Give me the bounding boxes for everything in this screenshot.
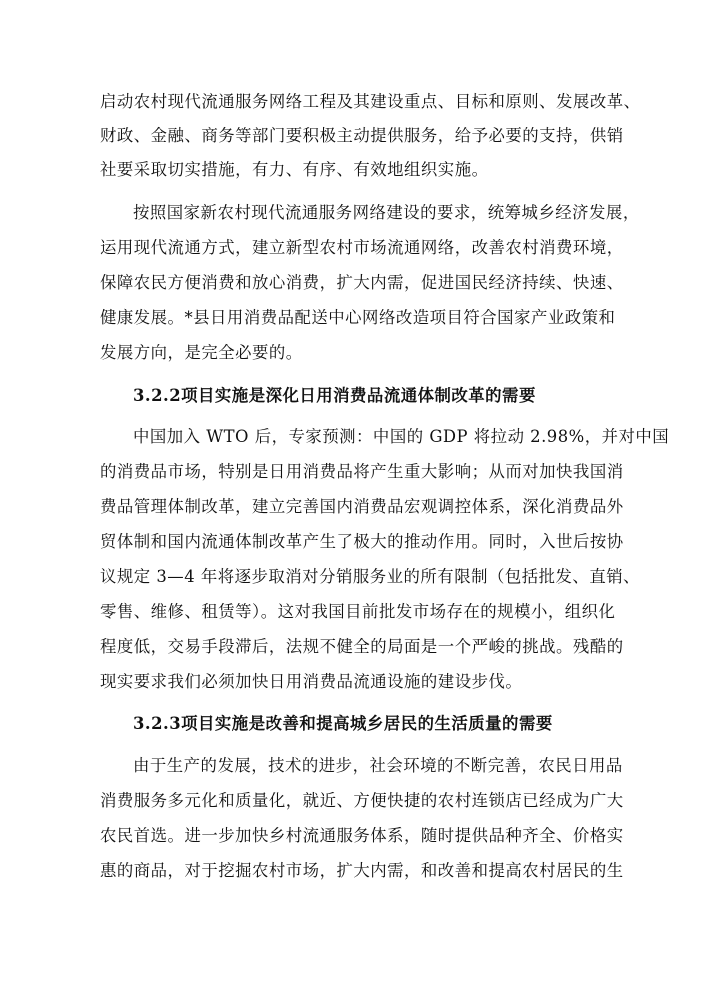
text-line: 中国加入 WTO 后，专家预测：中国的 GDP 将拉动 2.98%，并对中国 xyxy=(133,427,670,446)
text-line: 按照国家新农村现代流通服务网络建设的要求，统筹城乡经济发展， xyxy=(133,203,640,222)
text-line: 议规定 3—4 年将逐步取消对分销服务业的所有限制（包括批发、直销、 xyxy=(100,567,640,586)
text-line: 保障农民方便消费和放心消费，扩大内需，促进国民经济持续、快速、 xyxy=(100,273,624,292)
text-line: 惠的商品，对于挖掘农村市场，扩大内需，和改善和提高农村居民的生 xyxy=(100,861,624,880)
section-heading: 3.2.3项目实施是改善和提高城乡居民的生活质量的需要 xyxy=(133,714,553,733)
text-line: 启动农村现代流通服务网络工程及其建设重点、目标和原则、发展改革、 xyxy=(100,92,641,111)
text-line: 社要采取切实措施，有力、有序、有效地组织实施。 xyxy=(100,160,489,179)
text-line: 财政、金融、商务等部门要积极主动提供服务，给予必要的支持，供销 xyxy=(100,126,624,145)
text-line: 的消费品市场，特别是日用消费品将产生重大影响；从而对加快我国消 xyxy=(100,462,624,481)
text-line: 零售、维修、租赁等）。这对我国目前批发市场存在的规模小，组织化 xyxy=(100,602,616,621)
text-line: 费品管理体制改革，建立完善国内消费品宏观调控体系，深化消费品外 xyxy=(100,497,624,516)
text-line: 程度低，交易手段滞后，法规不健全的局面是一个严峻的挑战。残酷的 xyxy=(100,637,624,656)
text-line: 消费服务多元化和质量化，就近、方便快捷的农村连锁店已经成为广大 xyxy=(100,791,624,810)
section-heading: 3.2.2项目实施是深化日用消费品流通体制改革的需要 xyxy=(133,386,536,405)
text-line: 贸体制和国内流通体制改革产生了极大的推动作用。同时，入世后按协 xyxy=(100,532,624,551)
text-line: 发展方向，是完全必要的。 xyxy=(100,343,303,362)
text-line: 由于生产的发展，技术的进步，社会环境的不断完善，农民日用品 xyxy=(133,756,623,775)
text-line: 农民首选。进一步加快乡村流通服务体系，随时提供品种齐全、价格实 xyxy=(100,826,624,845)
text-line: 运用现代流通方式，建立新型农村市场流通网络，改善农村消费环境， xyxy=(100,238,624,257)
text-line: 现实要求我们必须加快日用消费品流通设施的建设步伐。 xyxy=(100,672,523,691)
text-line: 健康发展。*县日用消费品配送中心网络改造项目符合国家产业政策和 xyxy=(100,308,616,327)
